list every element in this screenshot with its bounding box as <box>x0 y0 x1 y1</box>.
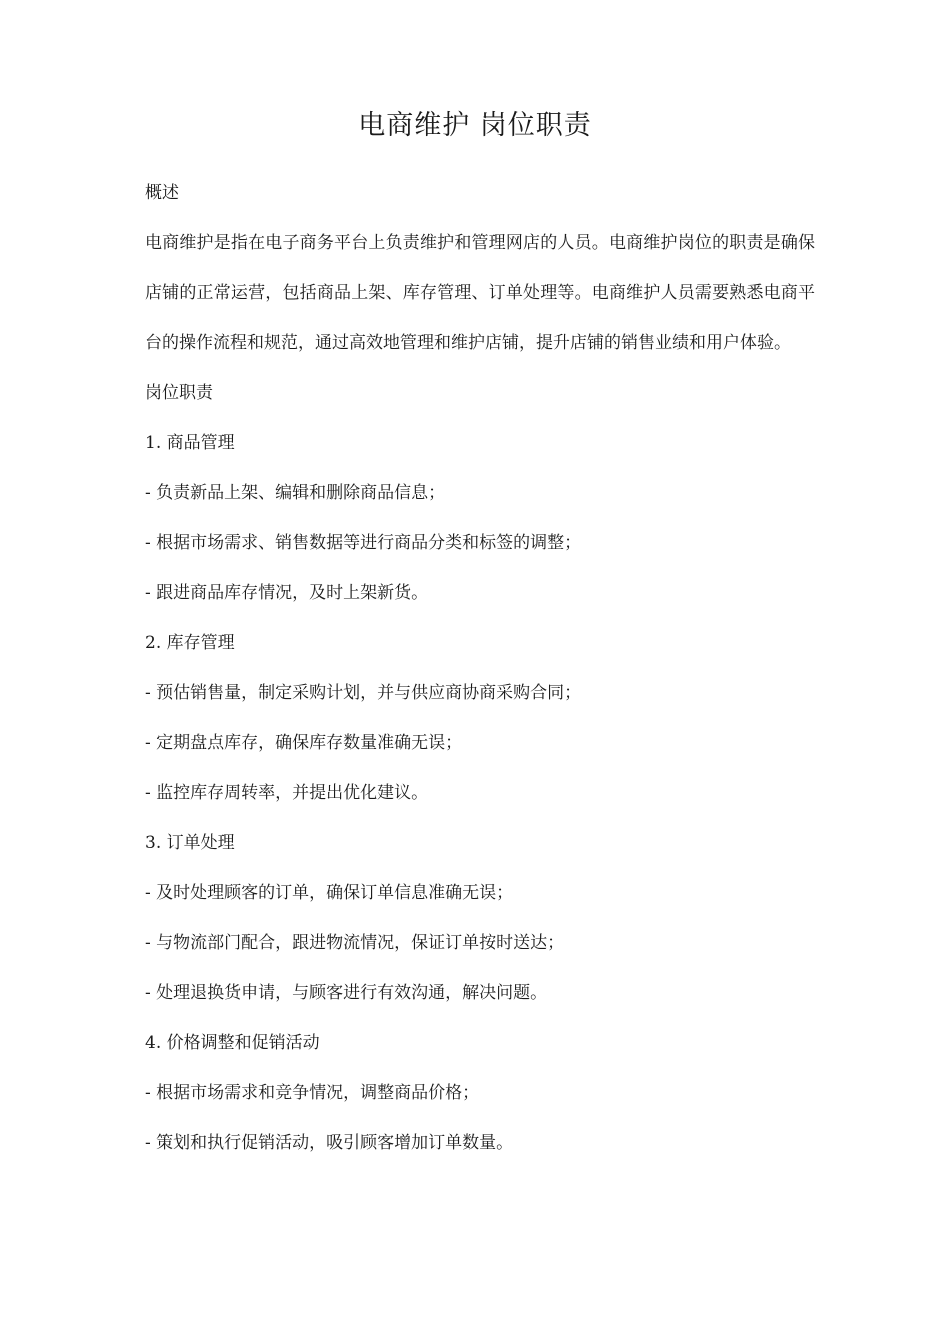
section-heading: 4. 价格调整和促销活动 <box>145 1033 320 1053</box>
document-title: 电商维护 岗位职责 <box>358 110 592 141</box>
list-item: - 根据市场需求、销售数据等进行商品分类和标签的调整； <box>145 533 582 553</box>
section-order-processing <box>145 818 815 1018</box>
document-body <box>145 168 815 1168</box>
section-inventory-management <box>145 618 815 818</box>
section-heading: 1. 商品管理 <box>145 433 235 453</box>
list-item: - 策划和执行促销活动，吸引顾客增加订单数量。 <box>145 1133 514 1153</box>
list-item: - 及时处理顾客的订单，确保订单信息准确无误； <box>145 883 514 903</box>
list-item: - 负责新品上架、编辑和删除商品信息； <box>145 483 446 503</box>
section-product-management <box>145 418 815 618</box>
section-heading: 2. 库存管理 <box>145 633 235 653</box>
list-item: - 处理退换货申请，与顾客进行有效沟通，解决问题。 <box>145 983 548 1003</box>
section-heading: 3. 订单处理 <box>145 833 235 853</box>
list-item: - 监控库存周转率，并提出优化建议。 <box>145 783 429 803</box>
list-item: - 定期盘点库存，确保库存数量准确无误； <box>145 733 463 753</box>
list-item: - 与物流部门配合，跟进物流情况，保证订单按时送达； <box>145 933 565 953</box>
overview-paragraph: 电商维护是指在电子商务平台上负责维护和管理网店的人员。电商维护岗位的职责是确保店铺的正常运营，包括商品上架、库存管理、订单处理等。电商维护人员需要熟悉电商平台的操作流程和规范，通过高效地管理和维护店铺，提升店铺的销售业绩和用户体验。 <box>145 233 815 353</box>
list-item: - 预估销售量，制定采购计划，并与供应商协商采购合同； <box>145 683 582 703</box>
list-item: - 跟进商品库存情况，及时上架新货。 <box>145 583 429 603</box>
duties-heading: 岗位职责 <box>145 383 213 403</box>
overview-heading: 概述 <box>145 183 179 203</box>
section-pricing-promotion <box>145 1018 815 1168</box>
list-item: - 根据市场需求和竞争情况，调整商品价格； <box>145 1083 480 1103</box>
